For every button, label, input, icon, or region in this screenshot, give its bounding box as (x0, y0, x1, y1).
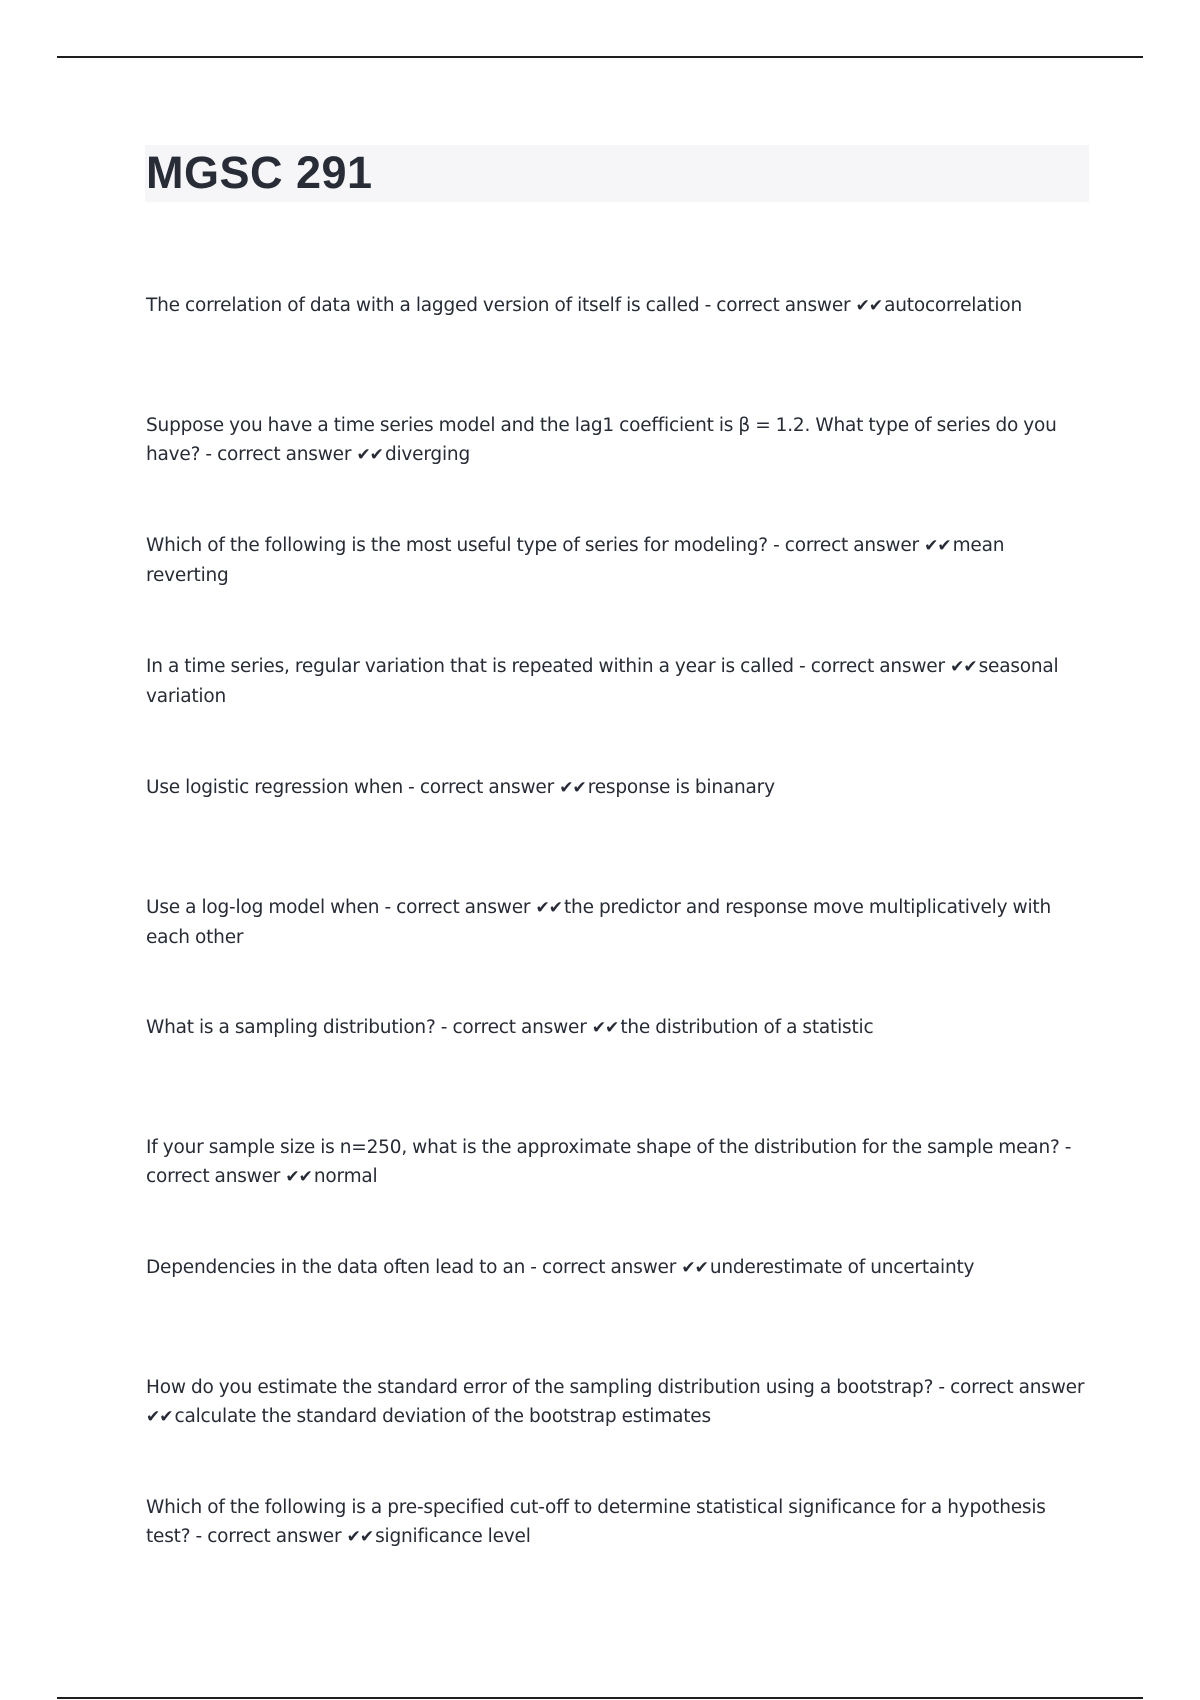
question-text: Dependencies in the data often lead to an (146, 1257, 526, 1278)
answer-text: calculate the standard deviation of the bootstrap estimates (174, 1406, 711, 1427)
double-check-icon: ✔✔ (559, 778, 586, 798)
answer-prefix: correct answer (784, 535, 919, 556)
qa-item-4: In a time series, regular variation that is repeated within a year is called - correct answer ✔✔ seasonal variation (146, 656, 1059, 707)
answer-prefix: correct answer (146, 1166, 281, 1187)
answer-prefix: correct answer (810, 656, 945, 677)
bottom-rule (57, 1697, 1143, 1699)
question-text: Use a log-log model when (146, 897, 380, 918)
answer-text: diverging (384, 444, 470, 465)
answer-prefix: correct answer (452, 1017, 587, 1038)
answer-prefix: correct answer (950, 1377, 1085, 1398)
double-check-icon: ✔✔ (950, 657, 977, 677)
answer-text: mean reverting (146, 535, 1005, 586)
answer-text: the predictor and response move multiplicatively with each other (146, 897, 1051, 948)
answer-prefix: correct answer (716, 295, 851, 316)
answer-text: the distribution of a statistic (620, 1017, 874, 1038)
double-check-icon: ✔✔ (681, 1258, 708, 1278)
answer-prefix: correct answer (419, 777, 555, 798)
question-text: Which of the following is a pre-specified cut-off to determine statistical significance for a hypothesis test? (146, 1497, 1046, 1547)
question-text: What is a sampling distribution? (146, 1017, 436, 1038)
double-check-icon: ✔✔ (924, 536, 951, 556)
double-check-icon: ✔✔ (356, 445, 383, 465)
question-text: Suppose you have a time series model and the lag1 coefficient is β = 1.2. What type of series do you have? (146, 415, 1057, 465)
question-text: Use logistic regression when (146, 777, 403, 798)
double-check-icon: ✔✔ (146, 1407, 173, 1427)
question-text: How do you estimate the standard error of the sampling distribution using a bootstrap? (146, 1377, 934, 1398)
qa-item-2: Suppose you have a time series model and the lag1 coefficient is β = 1.2. What type of series do you have? - correct answer ✔✔ diverging (146, 415, 1057, 465)
qa-item-6: Use a log-log model when - correct answer ✔✔ the predictor and response move multiplicatively with each other (146, 897, 1051, 948)
answer-text: significance level (375, 1526, 531, 1547)
double-check-icon: ✔✔ (855, 296, 883, 316)
qa-item-10: How do you estimate the standard error of the sampling distribution using a bootstrap? - correct answer ✔✔ calculate the standard deviation of the bootstrap estimates (146, 1377, 1085, 1427)
double-check-icon: ✔✔ (591, 1018, 619, 1038)
qa-item-5: Use logistic regression when - correct answer ✔✔ response is binanary (146, 777, 775, 798)
qa-item-11: Which of the following is a pre-specified cut-off to determine statistical significance for a hypothesis test? - correct answer ✔✔ significance level (146, 1497, 1046, 1547)
qa-item-3: Which of the following is the most useful type of series for modeling? - correct answer ✔✔ mean reverting (146, 535, 1005, 586)
answer-prefix: correct answer (217, 444, 352, 465)
qa-item-8: If your sample size is n=250, what is the approximate shape of the distribution for the sample mean? - correct answer ✔✔ normal (146, 1137, 1072, 1187)
qa-item-9: Dependencies in the data often lead to an - correct answer ✔✔ underestimate of uncertainty (146, 1257, 975, 1278)
qa-item-1: The correlation of data with a lagged version of itself is called - correct answer ✔✔ autocorrelation (146, 295, 1023, 316)
answer-prefix: correct answer (207, 1526, 342, 1547)
answer-text: underestimate of uncertainty (709, 1257, 975, 1278)
top-rule (57, 56, 1143, 58)
answer-text: normal (313, 1166, 378, 1187)
question-text: Which of the following is the most useful type of series for modeling? (146, 535, 768, 556)
answer-text: seasonal variation (146, 656, 1059, 707)
double-check-icon: ✔✔ (285, 1167, 312, 1187)
question-text: In a time series, regular variation that is repeated within a year is called (146, 656, 794, 677)
double-check-icon: ✔✔ (346, 1527, 374, 1547)
question-text: The correlation of data with a lagged version of itself is called (146, 295, 700, 316)
double-check-icon: ✔✔ (535, 898, 562, 918)
answer-text: response is binanary (587, 777, 775, 798)
page-title: MGSC 291 (146, 147, 373, 198)
answer-prefix: correct answer (541, 1257, 677, 1278)
qa-list (146, 291, 1091, 1613)
answer-prefix: correct answer (396, 897, 531, 918)
question-text: If your sample size is n=250, what is the approximate shape of the distribution for the sample mean? (146, 1137, 1060, 1158)
answer-text: autocorrelation (884, 295, 1023, 316)
qa-item-7: What is a sampling distribution? - correct answer ✔✔ the distribution of a statistic (146, 1017, 874, 1038)
